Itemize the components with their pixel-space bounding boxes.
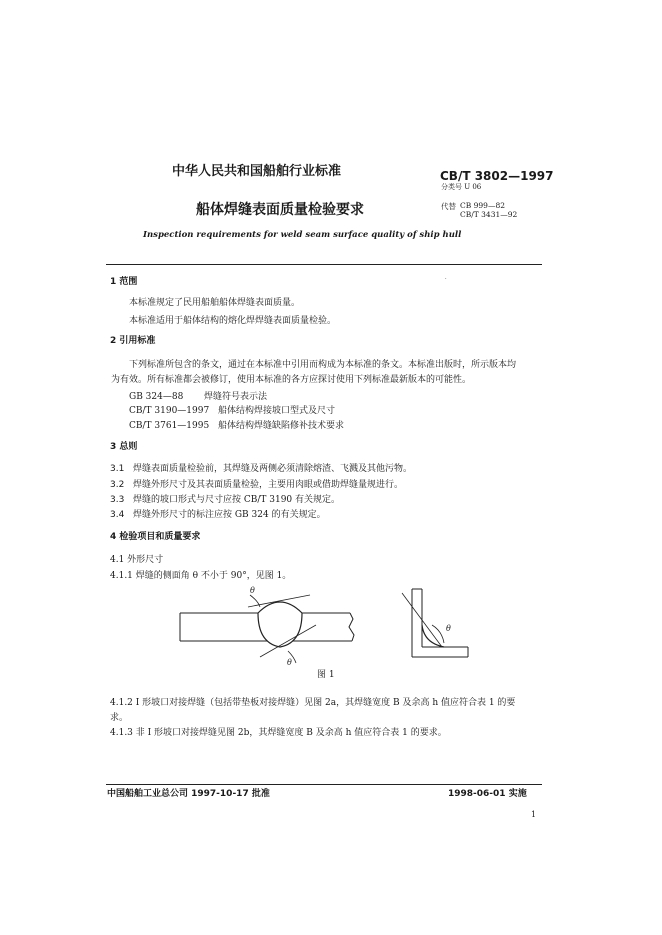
section-4-heading: 4 检验项目和质量要求 <box>110 532 201 542</box>
clause-text: 焊缝表面质量检验前，其焊缝及两侧必须清除熔渣、飞溅及其他污物。 <box>133 464 413 474</box>
theta-label: θ <box>287 658 292 667</box>
reference-code: CB/T 3761—1995 <box>129 421 210 431</box>
clause-text: 焊缝外形尺寸及其表面质量检验，主要用肉眼或借助焊缝量规进行。 <box>133 480 404 490</box>
section-2-para-line-1: 下列标准所包含的条文，通过在本标准中引用而构成为本标准的条文。本标准出版时，所示版本均 <box>129 360 517 370</box>
issuing-body-title: 中华人民共和国船舶行业标准 <box>172 164 342 179</box>
section-2-heading: 2 引用标准 <box>110 336 156 346</box>
clause-number: 3.3 <box>110 495 125 505</box>
header-divider <box>106 264 542 265</box>
approval-line: 中国船舶工业总公司 1997-10-17 批准 <box>107 789 270 799</box>
section-3-heading: 3 总则 <box>110 442 138 452</box>
replaces-label: 代替 <box>441 202 456 211</box>
reference-name: 焊缝符号表示法 <box>204 392 268 402</box>
clause-4-1: 4.1 外形尺寸 <box>110 555 164 565</box>
replaces-standard-1: CB 999—82 <box>460 201 505 210</box>
clause-number: 3.2 <box>110 480 125 490</box>
clause-number: 3.1 <box>110 464 125 474</box>
clause-4-1-1: 4.1.1 焊缝的侧面角 θ 不小于 90°，见图 1。 <box>110 571 292 581</box>
clause-4-1-3: 4.1.3 非 I 形坡口对接焊缝见图 2b，其焊缝宽度 B 及余高 h 值应符合表 1 的要求。 <box>110 728 447 738</box>
theta-label: θ <box>446 624 451 633</box>
english-title: Inspection requirements for weld seam surface quality of ship hull <box>143 230 462 240</box>
clause-4-1-2-line-2: 求。 <box>110 713 129 723</box>
clause-4-1-2-line-1: 4.1.2 I 形坡口对接焊缝（包括带垫板对接焊缝）见图 2a，其焊缝宽度 B 及余高 h 值应符合表 1 的要 <box>110 698 516 708</box>
reference-name: 船体结构焊接坡口型式及尺寸 <box>218 406 336 416</box>
reference-name: 船体结构焊缝缺陷修补技术要求 <box>218 421 345 431</box>
clause-text: 焊缝外形尺寸的标注应按 GB 324 的有关规定。 <box>133 510 326 520</box>
section-1-para-1: 本标准规定了民用船舶船体焊缝表面质量。 <box>129 298 301 308</box>
implementation-date: 1998-06-01 实施 <box>448 789 527 799</box>
reference-code: CB/T 3190—1997 <box>129 406 210 416</box>
replaces-standard-2: CB/T 3431—92 <box>460 210 518 219</box>
figure-1-weld-profile <box>170 585 480 667</box>
reference-code: GB 324—88 <box>129 392 184 402</box>
footer-divider <box>106 784 542 785</box>
figure-1-caption: 图 1 <box>317 670 335 680</box>
classification-number: 分类号 U 06 <box>441 183 482 191</box>
page-number: 1 <box>531 810 537 819</box>
clause-text: 焊缝的坡口形式与尺寸应按 CB/T 3190 有关规定。 <box>133 495 341 505</box>
standard-number: CB/T 3802—1997 <box>440 169 554 183</box>
scan-mark: ˙ <box>444 278 448 286</box>
theta-label: θ <box>250 586 255 595</box>
document-title: 船体焊缝表面质量检验要求 <box>196 202 364 218</box>
section-1-heading: 1 范围 <box>110 277 138 287</box>
section-1-para-2: 本标准适用于船体结构的熔化焊焊缝表面质量检验。 <box>129 316 337 326</box>
section-2-para-line-2: 为有效。所有标准都会被修订，使用本标准的各方应探讨使用下列标准最新版本的可能性。 <box>111 375 472 385</box>
clause-number: 3.4 <box>110 510 125 520</box>
